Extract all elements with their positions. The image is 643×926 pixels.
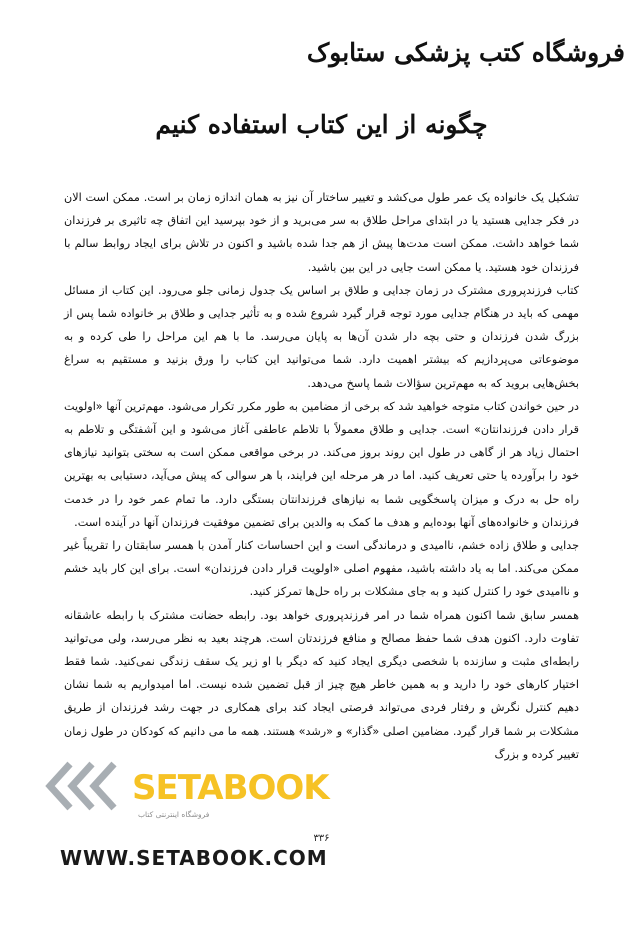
footer-url: WWW.SETABOOK.COM	[60, 846, 328, 870]
paragraph: در حین خواندن کتاب متوجه خواهید شد که برخی از مضامین به طور مکرر تکرار می‌شود. مهم‌ترین آنها «اولویت قرار دادن فرزندانتان» است. جدایی و طلاق معمولاً با تلاطم عاطفی آغاز می‌شود و این آشفتگی و تلاطم به احتمال زیاد هر از گاهی در طول این روند بروز می‌کند. در برخی مواقعی ممکن است به سختی بتوانید نیازهای خود را برآورده یا حتی تعریف کنید. اما در هر مرحله این فرایند، با هر سوالی که پیش می‌آید، دستیابی به بهترین راه حل به درک و میزان پاسخگویی شما به نیازهای فرزندانتان بستگی دارد. ما تمام عمر خود را در خدمت فرزندان و خانواده‌های آنها بوده‌ایم و هدف ما کمک به والدین برای تضمین موفقیت فرزندان آنها در آینده است.	[64, 399, 579, 529]
body-text	[64, 186, 579, 766]
page-number: ۳۳۶	[313, 833, 330, 844]
store-header: فروشگاه کتب پزشکی ستابوک	[306, 38, 625, 67]
chapter-title: چگونه از این کتاب استفاده کنیم	[155, 110, 488, 139]
paragraph: جدایی و طلاق زاده خشم، ناامیدی و درماندگی است و این احساسات کنار آمدن با همسر سابقتان را تقریباً غیر ممکن می‌کند. اما به یاد داشته باشید، مفهوم اصلی «اولویت قرار دادن فرزندان» است. برای این کار باید خشم و ناامیدی خود را کنترل کنید و به جای مشکلات بر راه حل‌ها تمرکز کنید.	[64, 539, 579, 599]
paragraph: همسر سابق شما اکنون همراه شما در امر فرزندپروری خواهد بود. رابطه حضانت مشترک با رابطه عاشقانه تفاوت دارد. اکنون هدف شما حفظ مصالح و منافع فرزندتان است. هرچند بعید به نظر می‌رسد، ولی می‌توانید رابطه‌ای مثبت و سازنده با شخصی دیگری ایجاد کنید که دیگر با او زیر یک سقف زندگی نمی‌کنید. شما فقط اختیار کارهای خود را دارید و به همین خاطر هیچ چیز از قبل تضمین شده نیست. اما امیدواریم به شما نشان دهیم کنترل نگرش و رفتار فردی می‌تواند فرصتی ایجاد کند برای همکاری در جهت رشد فرزندان از طریق مشکلات بر شما قرار گیرد. مضامین اصلی «گذار» و «رشد» هستند. همه ما می دانیم که کودکان در طول زمان تغییر کرده و بزرگ	[64, 608, 579, 761]
paragraph: کتاب فرزندپروری مشترک در زمان جدایی و طلاق بر اساس یک جدول زمانی جلو می‌رود. این کتاب از مسائل مهمی که باید در هنگام جدایی مورد توجه قرار گیرد شروع شده و به تأثیر جدایی و طلاق بر خانواده شما پس از بزرگ شدن فرزندان و حتی بچه دار شدن آن‌ها به پایان می‌رسد. ما با هم این مراحل را طی کرده و به موضوعاتی می‌پردازیم که بیشتر اهمیت دارد. شما می‌توانید این کتاب را ورق بزنید و مستقیم به سراغ بخش‌هایی بروید که به مهم‌ترین سؤالات شما پاسخ می‌دهد.	[64, 283, 579, 390]
watermark-brand: SETABOOK	[132, 768, 329, 808]
chevrons-icon	[40, 756, 130, 816]
setabook-watermark-logo	[40, 756, 329, 826]
paragraph: تشکیل یک خانواده یک عمر طول می‌کشد و تغییر ساختار آن نیز به همان اندازه زمان بر است. ممکن است الان در فکر جدایی هستید یا در ابتدای مراحل طلاق به سر می‌برید و از خود بپرسید این اتفاق چه تاثیری بر فرزندان شما خواهد داشت. ممکن است مدت‌ها پیش از هم جدا شده باشید و اکنون در تلاش برای ایجاد روابط سالم با فرزندان خود هستید. یا ممکن است جایی در این بین باشید.	[64, 191, 579, 274]
watermark-tagline: فروشگاه اینترنتی کتاب	[138, 810, 210, 819]
